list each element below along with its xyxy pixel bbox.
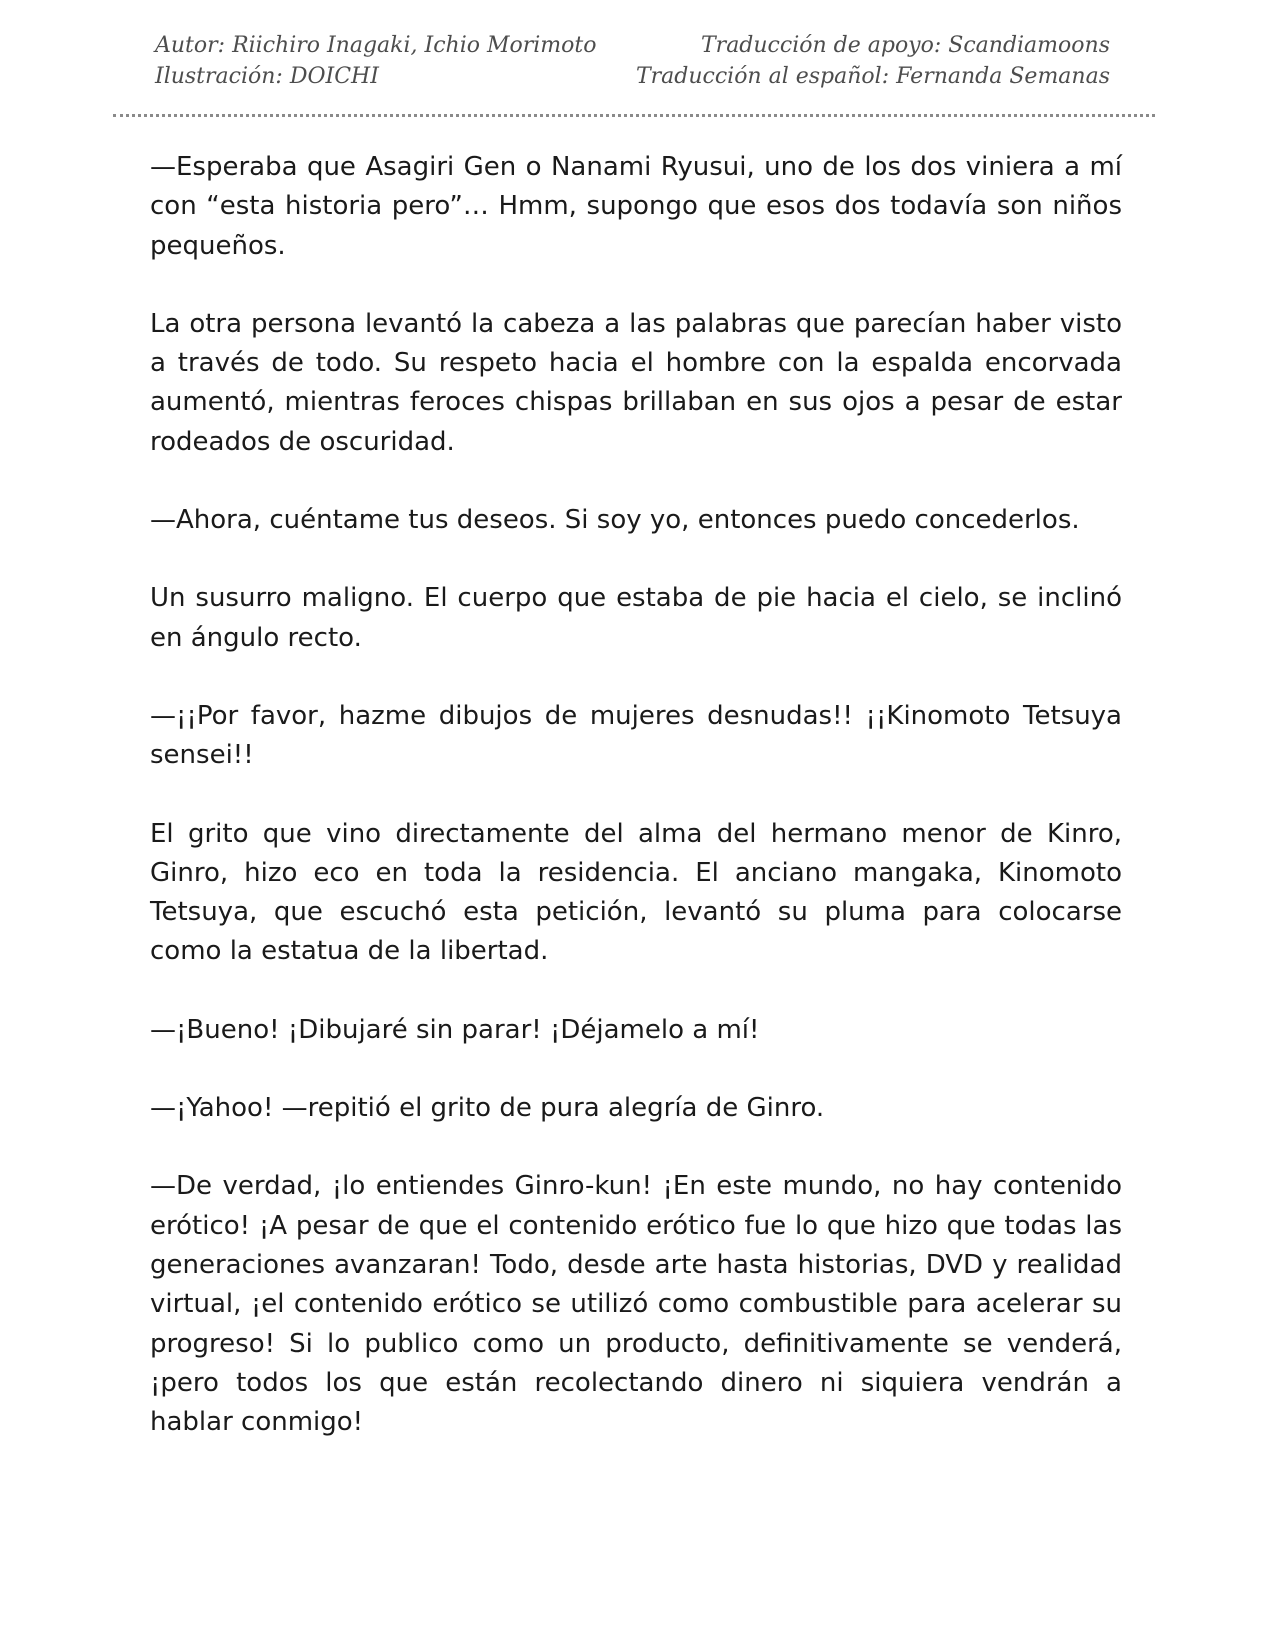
paragraph: —¡¡Por favor, hazme dibujos de mujeres desnudas!! ¡¡Kinomoto Tetsuya sensei!! <box>150 700 1122 771</box>
paragraph: —Esperaba que Asagiri Gen o Nanami Ryusui, uno de los dos viniera a mí con “esta historia pero”… Hmm, supongo que esos dos todavía son niños pequeños. <box>150 152 1122 261</box>
spanish-translation-credit: Traducción al español: Fernanda Semanas <box>635 64 1110 89</box>
support-translation-credit: Traducción de apoyo: Scandiamoons <box>701 33 1110 58</box>
illustration-credit: Ilustración: DOICHI <box>155 64 379 89</box>
body-text <box>150 148 1122 1442</box>
header-credits-right <box>636 30 1110 92</box>
paragraph: El grito que vino directamente del alma del hermano menor de Kinro, Ginro, hizo eco en toda la residencia. El anciano mangaka, Kinomoto Tetsuya, que escuchó esta petición, levantó su pluma para colocarse como la estatua de la libertad. <box>150 818 1122 967</box>
paragraph: —Ahora, cuéntame tus deseos. Si soy yo, entonces puedo concederlos. <box>150 505 1080 536</box>
author-credit: Autor: Riichiro Inagaki, Ichio Morimoto <box>155 33 597 58</box>
paragraph: —¡Yahoo! —repitió el grito de pura alegría de Ginro. <box>150 1093 825 1124</box>
paragraph: —De verdad, ¡lo entiendes Ginro-kun! ¡En este mundo, no hay contenido erótico! ¡A pesar de que el contenido erótico fue lo que hizo que todas las generaciones avanzaran! Todo, desde arte hasta historias, DVD y realidad virtual, ¡el contenido erótico se utilizó como combustible para acelerar su progreso! Si lo publico como un producto, definitivamente se venderá, ¡pero todos los que están recolectando dinero ni siquiera vendrán a hablar conmigo! <box>150 1171 1122 1438</box>
dotted-divider <box>113 114 1155 117</box>
page-header <box>155 30 1110 94</box>
paragraph: Un susurro maligno. El cuerpo que estaba de pie hacia el cielo, se inclinó en ángulo recto. <box>150 583 1122 653</box>
paragraph: La otra persona levantó la cabeza a las palabras que parecían haber visto a través de todo. Su respeto hacia el hombre con la espalda encorvada aumentó, mientras feroces chispas brillaban en sus ojos a pesar de estar rodeados de oscuridad. <box>150 308 1122 457</box>
header-credits-left <box>155 30 596 92</box>
paragraph: —¡Bueno! ¡Dibujaré sin parar! ¡Déjamelo a mí! <box>150 1014 760 1045</box>
